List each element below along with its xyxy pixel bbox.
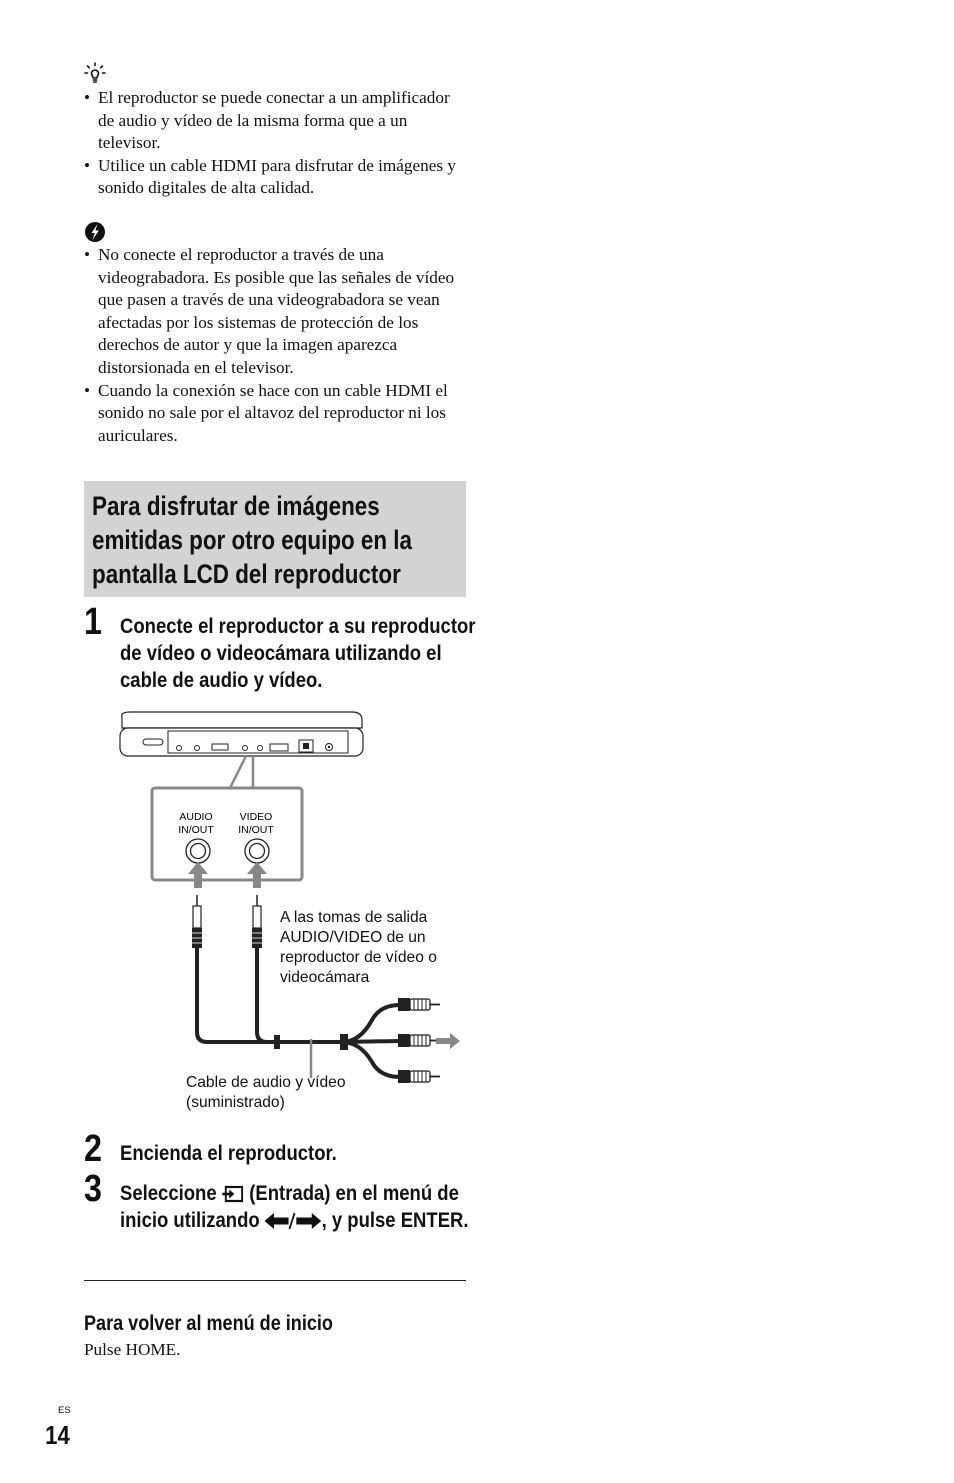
step-1-text: Conecte el reproductor a su reproductor de vídeo o videocámara utilizando el cable de audio y vídeo. <box>120 614 476 692</box>
step-3-post: , y pulse ENTER. <box>321 1208 469 1232</box>
step-number: 2 <box>84 1128 102 1170</box>
mini-plug-video <box>252 895 262 948</box>
video-label-1: VIDEO <box>239 811 273 823</box>
section-title: Para disfrutar de imágenes emitidas por otro equipo en la pantalla LCD del reproductor <box>92 491 413 589</box>
step-3-pre: Seleccione <box>120 1181 217 1205</box>
mini-plug-audio <box>192 895 202 948</box>
input-icon <box>222 1185 244 1203</box>
source-callout: A las tomas de salida AUDIO/VIDEO de un reproductor de vídeo o videocámara <box>280 909 437 986</box>
page-number: 14 <box>45 1420 70 1450</box>
left-right-arrow-icon <box>265 1212 322 1230</box>
tip-item: • Utilice un cable HDMI para disfrutar de imágenes y sonido digitales de alta calidad. <box>84 155 470 200</box>
return-home-heading: Para volver al menú de inicio <box>84 1312 333 1335</box>
tip-item: • El reproductor se puede conectar a un amplificador de audio y vídeo de la misma forma que a un televisor. <box>84 87 470 155</box>
caution-icon <box>84 221 106 243</box>
step-3-text <box>120 1180 473 1234</box>
tips-list <box>84 87 470 200</box>
divider <box>84 1280 466 1281</box>
lightbulb-icon <box>84 62 106 84</box>
audio-label-1: AUDIO <box>179 811 213 823</box>
section-header <box>84 481 466 597</box>
step-number: 3 <box>84 1168 102 1210</box>
step-3-mid: (Entrada) en el menú de inicio utilizando <box>120 1181 459 1232</box>
rca-plugs <box>398 998 440 1083</box>
cable-callout: Cable de audio y vídeo (suministrado) <box>186 1074 346 1111</box>
note-item: • No conecte el reproductor a través de una videograbadora. Es posible que las señales de vídeo que pasen a través de una videograbadora se vean afectadas por los sistemas de protección de los derechos de autor y que la imagen aparezca distorsionada en el televisor. <box>84 244 470 380</box>
notes-list <box>84 244 470 447</box>
step-number: 1 <box>84 601 102 643</box>
note-item: • Cuando la conexión se hace con un cable HDMI el sonido no sale por el altavoz del reproductor ni los auriculares. <box>84 380 470 448</box>
language-code: ES <box>58 1405 71 1416</box>
step-2-text: Encienda el reproductor. <box>120 1141 337 1165</box>
video-label-2: IN/OUT <box>238 824 274 836</box>
player-illustration <box>120 712 363 756</box>
audio-label-2: IN/OUT <box>178 824 214 836</box>
return-home-body: Pulse HOME. <box>84 1340 181 1359</box>
